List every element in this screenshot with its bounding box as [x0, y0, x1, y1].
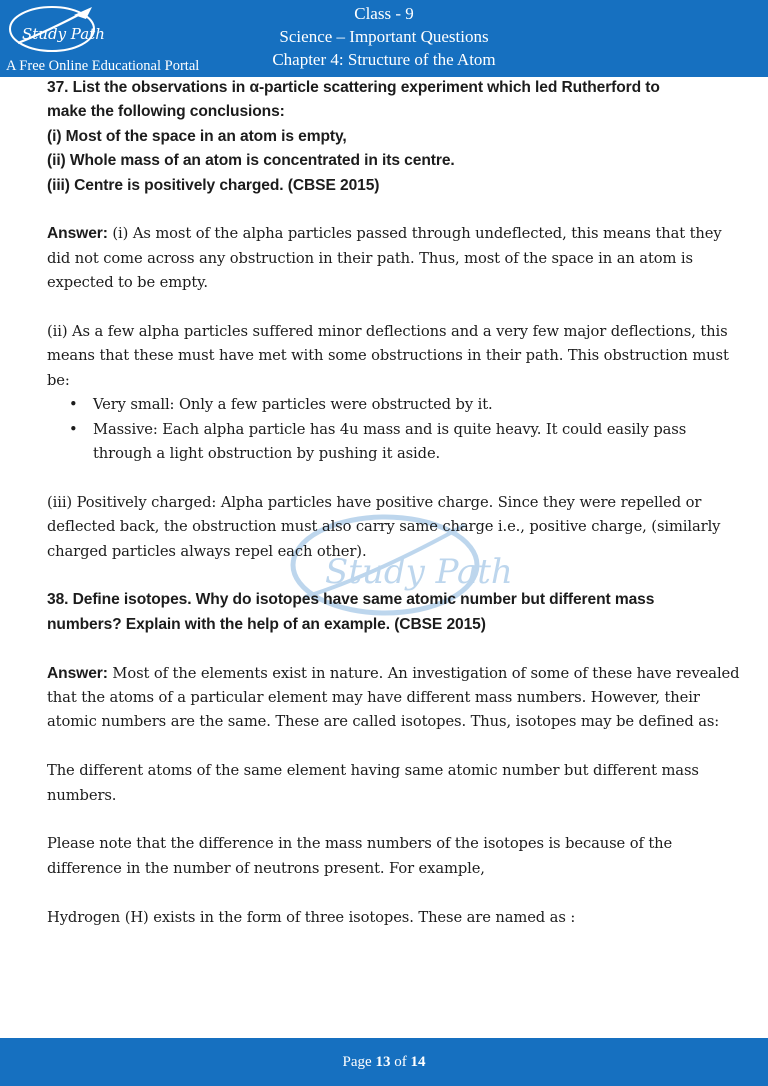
header-chapter: Chapter 4: Structure of the Atom: [272, 50, 496, 69]
q37-bullet-list: [47, 393, 747, 466]
list-item: • Massive: Each alpha particle has 4u mass and is quite heavy. It could easily pass through a light obstruction by pushing it aside.: [47, 418, 747, 467]
q37-title-line1: 37. List the observations in α-particle scattering experiment which led Rutherford to: [47, 79, 660, 96]
q37-answer-3: (iii) Positively charged: Alpha particles have positive charge. Since they were repelled or deflected back, the obstruction must also carry same charge i.e., positive charge, (similarly charged particles always repel each other).: [47, 493, 721, 560]
of-word: of: [390, 1054, 411, 1070]
logo-tagline: A Free Online Educational Portal: [6, 58, 200, 74]
logo-text: Study Path: [22, 25, 105, 43]
list-item: • Very small: Only a few particles were obstructed by it.: [47, 393, 747, 417]
watermark-text: Study Path: [325, 552, 513, 592]
q37-title-line2: make the following conclusions:: [47, 103, 285, 121]
q38-title-line1: 38. Define isotopes. Why do isotopes have same atomic number but different mass: [47, 591, 655, 609]
answer-label: Answer:: [47, 664, 108, 682]
q37-answer-2: (ii) As a few alpha particles suffered minor deflections and a very few major deflections, this means that these must have met with some obstructions in their path. This obstruction must be:: [47, 323, 729, 389]
q37-conclusion-3: (iii) Centre is positively charged. (CBSE 2015): [47, 176, 380, 194]
page-content: [47, 76, 747, 954]
page-header: [0, 0, 768, 77]
q37-conclusion-2: (ii) Whole mass of an atom is concentrated in its centre.: [47, 152, 455, 170]
q38-answer-1-text: Most of the elements exist in nature. An investigation of some of these have revealed that the atoms of a particular element may have different mass numbers. However, their atomic numbers are the same. These are called isotopes. Thus, isotopes may be defined as:: [47, 664, 740, 731]
page-footer: [0, 1038, 768, 1086]
q37-answer-1-text: (i) As most of the alpha particles passed through undeflected, this means that they did not come across any obstruction in their path. Thus, most of the space in an atom is expected to be empty.: [47, 225, 722, 292]
question-37: [47, 76, 747, 564]
q38-answer-2: The different atoms of the same element having same atomic number but different mass numbers.: [47, 762, 699, 804]
answer-label: Answer:: [47, 225, 108, 243]
q38-answer-3: Please note that the difference in the mass numbers of the isotopes is because of the difference in the number of neutrons present. For example,: [47, 835, 673, 877]
q38-title-line2: numbers? Explain with the help of an example. (CBSE 2015): [47, 615, 486, 633]
header-subject: Science – Important Questions: [279, 27, 489, 46]
page-total: 14: [410, 1054, 426, 1070]
question-38: [47, 588, 747, 930]
q37-answer-1: [47, 222, 747, 295]
page-word: Page: [342, 1054, 376, 1070]
q38-answer-4: Hydrogen (H) exists in the form of three isotopes. These are named as :: [47, 908, 576, 926]
header-class: Class - 9: [354, 4, 414, 23]
q37-conclusion-1: (i) Most of the space in an atom is empty,: [47, 127, 347, 145]
page-number: 13: [375, 1054, 391, 1070]
q38-answer-1: [47, 662, 747, 735]
